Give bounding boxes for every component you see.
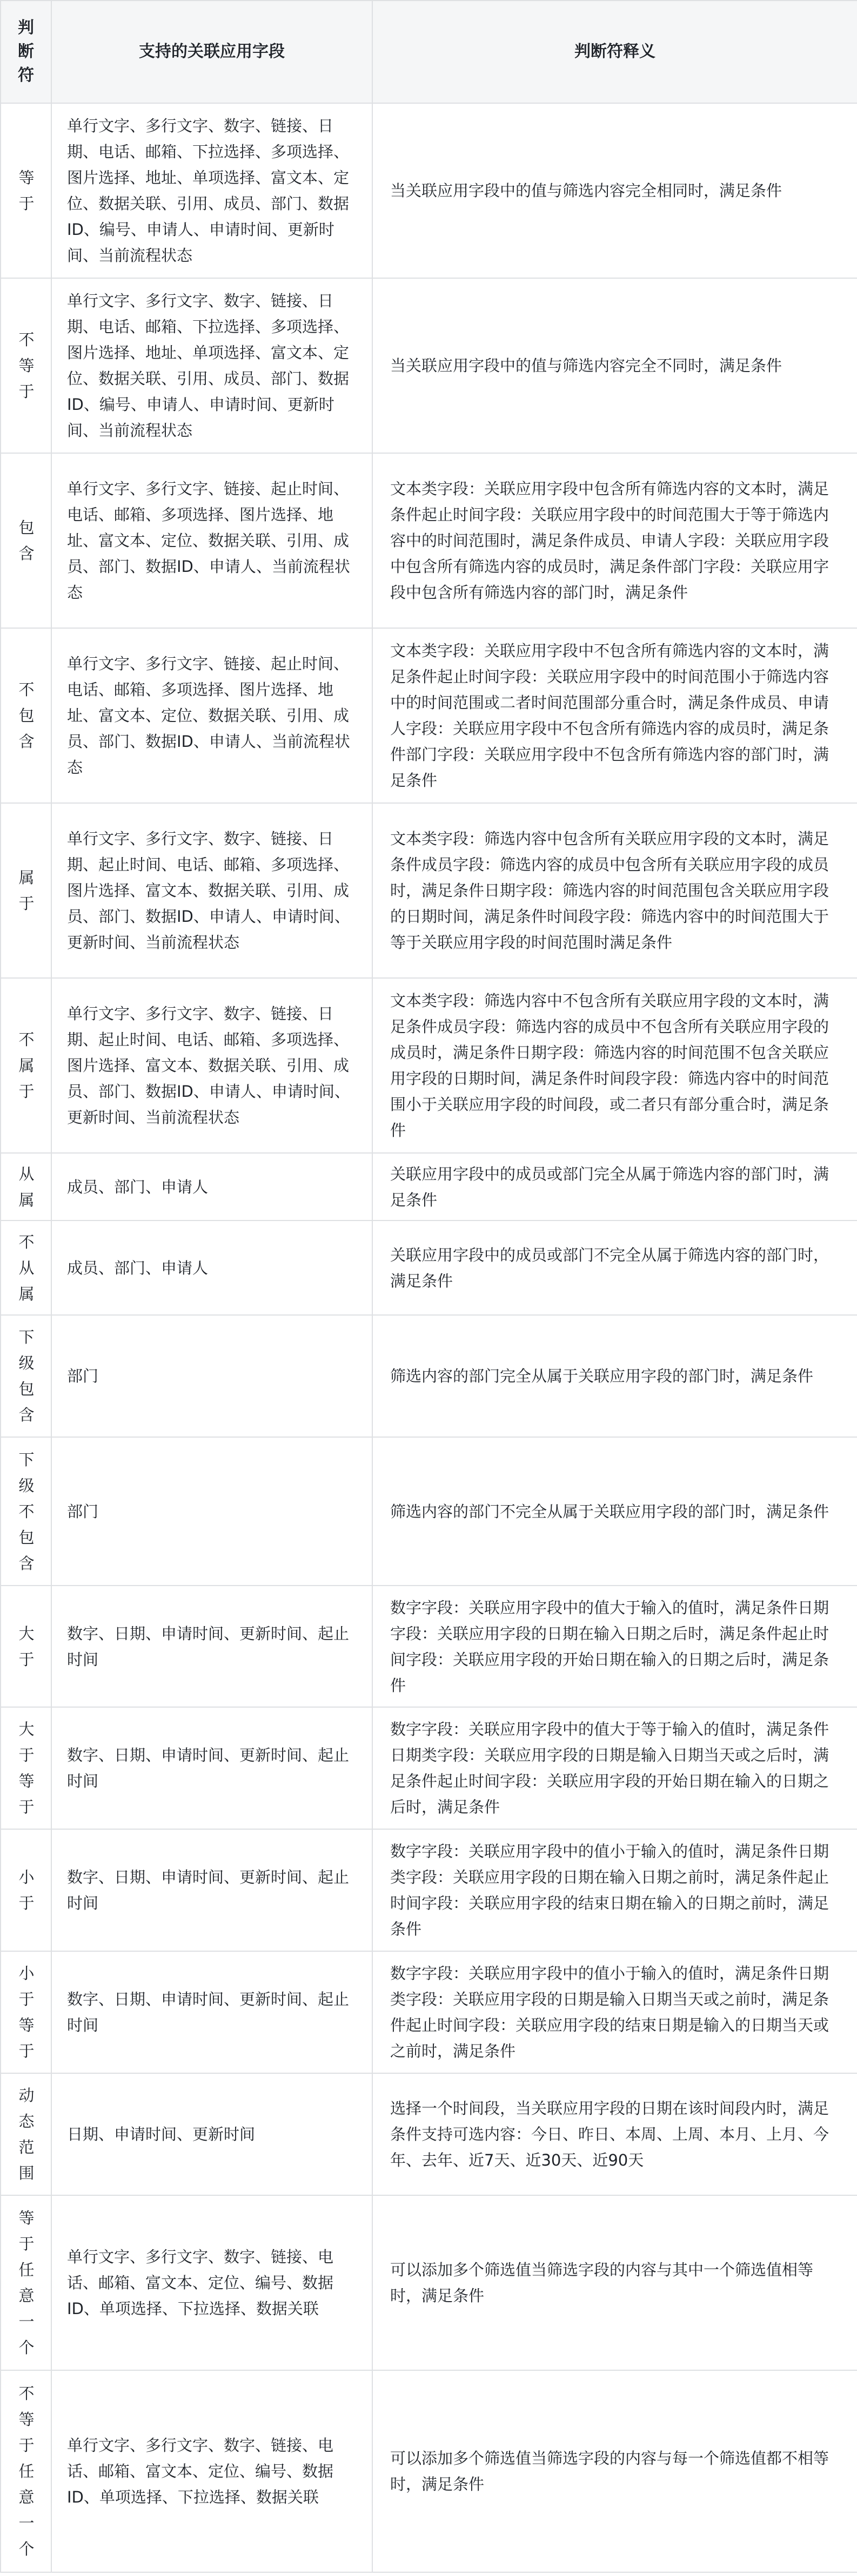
table-row [1, 2073, 857, 2195]
table-row [1, 1437, 857, 1586]
fields-cell: 部门 [51, 1315, 372, 1437]
operator-cell: 包含 [1, 453, 51, 628]
operator-cell: 等于 [1, 103, 51, 278]
desc-cell: 筛选内容的部门不完全从属于关联应用字段的部门时，满足条件 [372, 1437, 857, 1586]
desc-cell: 文本类字段：筛选内容中包含所有关联应用字段的文本时，满足条件成员字段：筛选内容的成员中包含所有关联应用字段的成员时，满足条件日期字段：筛选内容的时间范围包含关联应用字段的日期时间，满足条件时间段字段：筛选内容中的时间范围大于等于关联应用字段的时间范围时满足条件 [372, 803, 857, 978]
desc-cell: 文本类字段：关联应用字段中不包含所有筛选内容的文本时，满足条件起止时间字段：关联应用字段中的时间范围小于筛选内容中的时间范围或二者时间范围部分重合时，满足条件成员、申请人字段：关联应用字段中不包含所有筛选内容的成员时，满足条件部门字段：关联应用字段中不包含所有筛选内容的部门时，满足条件 [372, 628, 857, 803]
table-row [1, 628, 857, 803]
operator-cell: 不属于 [1, 978, 51, 1153]
table-row [1, 1586, 857, 1707]
fields-cell: 单行文字、多行文字、数字、链接、日期、起止时间、电话、邮箱、多项选择、图片选择、富文本、数据关联、引用、成员、部门、数据ID、申请人、申请时间、更新时间、当前流程状态 [51, 978, 372, 1153]
fields-cell: 成员、部门、申请人 [51, 1153, 372, 1220]
fields-cell: 单行文字、多行文字、数字、链接、日期、起止时间、电话、邮箱、多项选择、图片选择、富文本、数据关联、引用、成员、部门、数据ID、申请人、申请时间、更新时间、当前流程状态 [51, 803, 372, 978]
table-row [1, 1315, 857, 1437]
fields-cell: 日期、申请时间、更新时间 [51, 2073, 372, 2195]
desc-cell: 可以添加多个筛选值当筛选字段的内容与其中一个筛选值相等时，满足条件 [372, 2195, 857, 2370]
desc-cell: 可以添加多个筛选值当筛选字段的内容与每一个筛选值都不相等时，满足条件 [372, 2370, 857, 2572]
table-row [1, 453, 857, 628]
fields-cell: 数字、日期、申请时间、更新时间、起止时间 [51, 1951, 372, 2073]
fields-cell: 单行文字、多行文字、数字、链接、电话、邮箱、富文本、定位、编号、数据ID、单项选择、下拉选择、数据关联 [51, 2370, 372, 2572]
table-row [1, 2370, 857, 2572]
header-operator-meaning: 判断符释义 [372, 1, 857, 103]
fields-cell: 单行文字、多行文字、链接、起止时间、电话、邮箱、多项选择、图片选择、地址、富文本、定位、数据关联、引用、成员、部门、数据ID、申请人、当前流程状态 [51, 628, 372, 803]
operator-cell: 属于 [1, 803, 51, 978]
operator-cell: 小于 [1, 1829, 51, 1951]
desc-cell: 筛选内容的部门完全从属于关联应用字段的部门时，满足条件 [372, 1315, 857, 1437]
fields-cell: 单行文字、多行文字、数字、链接、日期、电话、邮箱、下拉选择、多项选择、图片选择、地址、单项选择、富文本、定位、数据关联、引用、成员、部门、数据ID、编号、申请人、申请时间、更新时间、当前流程状态 [51, 278, 372, 453]
operator-cell: 不包含 [1, 628, 51, 803]
operator-cell: 下级包含 [1, 1315, 51, 1437]
table-row [1, 2195, 857, 2370]
desc-cell: 当关联应用字段中的值与筛选内容完全不同时，满足条件 [372, 278, 857, 453]
table-row [1, 1829, 857, 1951]
fields-cell: 数字、日期、申请时间、更新时间、起止时间 [51, 1707, 372, 1829]
operator-cell: 动态范围 [1, 2073, 51, 2195]
operator-cell: 从属 [1, 1153, 51, 1220]
fields-cell: 单行文字、多行文字、数字、链接、日期、电话、邮箱、下拉选择、多项选择、图片选择、地址、单项选择、富文本、定位、数据关联、引用、成员、部门、数据ID、编号、申请人、申请时间、更新时间、当前流程状态 [51, 103, 372, 278]
fields-cell: 数字、日期、申请时间、更新时间、起止时间 [51, 1829, 372, 1951]
operator-cell: 大于等于 [1, 1707, 51, 1829]
desc-cell: 关联应用字段中的成员或部门完全从属于筛选内容的部门时，满足条件 [372, 1153, 857, 1220]
operator-cell: 不等于任意一个 [1, 2370, 51, 2572]
desc-cell: 文本类字段：关联应用字段中包含所有筛选内容的文本时，满足条件起止时间字段：关联应用字段中的时间范围大于等于筛选内容中的时间范围时，满足条件成员、申请人字段：关联应用字段中包含所有筛选内容的成员时，满足条件部门字段：关联应用字段中包含所有筛选内容的部门时，满足条件 [372, 453, 857, 628]
fields-cell: 成员、部门、申请人 [51, 1220, 372, 1315]
desc-cell: 选择一个时间段，当关联应用字段的日期在该时间段内时，满足条件支持可选内容：今日、昨日、本周、上周、本月、上月、今年、去年、近7天、近30天、近90天 [372, 2073, 857, 2195]
table-row [1, 1951, 857, 2073]
table-row [1, 278, 857, 453]
operator-cell: 大于 [1, 1586, 51, 1707]
table-row [1, 1707, 857, 1829]
header-supported-fields: 支持的关联应用字段 [51, 1, 372, 103]
header-operator: 判断符 [1, 1, 51, 103]
fields-cell: 单行文字、多行文字、链接、起止时间、电话、邮箱、多项选择、图片选择、地址、富文本、定位、数据关联、引用、成员、部门、数据ID、申请人、当前流程状态 [51, 453, 372, 628]
fields-cell: 数字、日期、申请时间、更新时间、起止时间 [51, 1586, 372, 1707]
desc-cell: 数字字段：关联应用字段中的值小于输入的值时，满足条件日期类字段：关联应用字段的日期是输入日期当天或之前时，满足条件起止时间字段：关联应用字段的结束日期是输入的日期当天或之前时，满足条件 [372, 1951, 857, 2073]
desc-cell: 当关联应用字段中的值与筛选内容完全相同时，满足条件 [372, 103, 857, 278]
desc-cell: 数字字段：关联应用字段中的值大于等于输入的值时，满足条件日期类字段：关联应用字段的日期是输入日期当天或之后时，满足条件起止时间字段：关联应用字段的开始日期在输入的日期之后时，满足条件 [372, 1707, 857, 1829]
operator-cell: 小于等于 [1, 1951, 51, 2073]
table-row [1, 803, 857, 978]
fields-cell: 部门 [51, 1437, 372, 1586]
table-row [1, 1220, 857, 1315]
operator-cell: 下级不包含 [1, 1437, 51, 1586]
desc-cell: 数字字段：关联应用字段中的值小于输入的值时，满足条件日期类字段：关联应用字段的日期在输入日期之前时，满足条件起止时间字段：关联应用字段的结束日期在输入的日期之前时，满足条件 [372, 1829, 857, 1951]
desc-cell: 数字字段：关联应用字段中的值大于输入的值时，满足条件日期字段：关联应用字段的日期在输入日期之后时，满足条件起止时间字段：关联应用字段的开始日期在输入的日期之后时，满足条件 [372, 1586, 857, 1707]
operator-cell: 等于任意一个 [1, 2195, 51, 2370]
fields-cell: 单行文字、多行文字、数字、链接、电话、邮箱、富文本、定位、编号、数据ID、单项选择、下拉选择、数据关联 [51, 2195, 372, 2370]
desc-cell: 文本类字段：筛选内容中不包含所有关联应用字段的文本时，满足条件成员字段：筛选内容的成员中不包含所有关联应用字段的成员时，满足条件日期字段：筛选内容的时间范围不包含关联应用字段的日期时间，满足条件时间段字段：筛选内容中的时间范围小于关联应用字段的时间段，或二者只有部分重合时，满足条件 [372, 978, 857, 1153]
desc-cell: 关联应用字段中的成员或部门不完全从属于筛选内容的部门时，满足条件 [372, 1220, 857, 1315]
operator-cell: 不等于 [1, 278, 51, 453]
table-header-row [1, 1, 857, 103]
table-row [1, 103, 857, 278]
table-row [1, 978, 857, 1153]
operator-cell: 不从属 [1, 1220, 51, 1315]
table-row [1, 1153, 857, 1220]
